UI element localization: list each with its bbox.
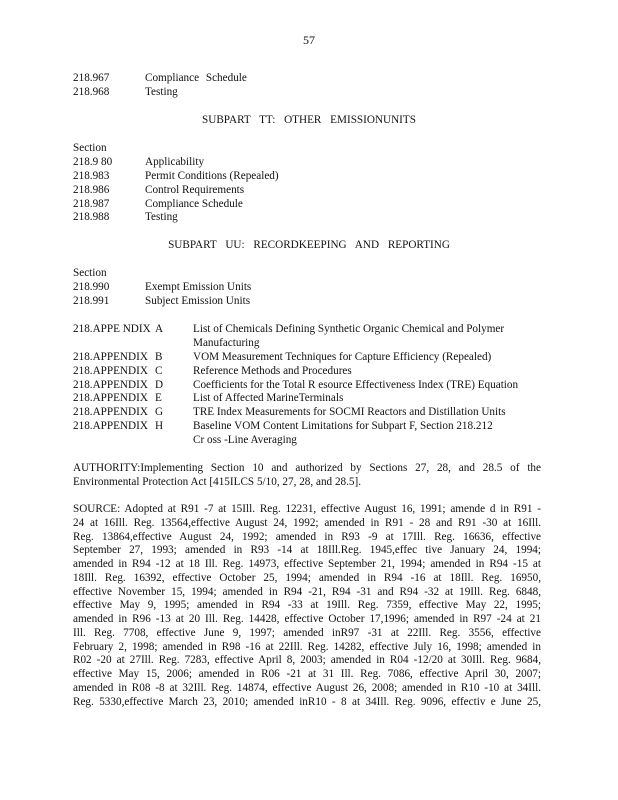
section-number: 218.988 — [73, 211, 110, 223]
section-label: Section — [73, 267, 107, 279]
appendix-letter: A — [155, 323, 164, 335]
source-line: February 2, 1998; amended in R98 -16 at 22Ill. Reg. 14282, effective July 16, 1998; amended in — [73, 640, 541, 653]
section-number: 218.991 — [73, 295, 110, 307]
authority-paragraph — [73, 462, 541, 490]
source-line: amended in R08 -8 at 32Ill. Reg. 14874, effective August 26, 2008; amended in R10 -10 at 34Ill. — [73, 681, 541, 694]
source-line: September 27, 1993; amended in R93 -14 at 18Ill.Reg. 1945,effec tive January 24, 1994; — [73, 544, 541, 557]
section-title: Compliance Schedule — [145, 72, 247, 84]
appendix-title: Cr oss -Line Averaging — [193, 434, 297, 446]
appendix-title: Baseline VOM Content Limitations for Subpart F, Section 218.212 — [193, 420, 493, 432]
section-number: 218.987 — [73, 198, 110, 210]
source-line: R02 -20 at 27Ill. Reg. 7283, effective April 8, 2003; amended in R04 -12/20 at 30Ill. Reg. 9684, — [73, 654, 541, 667]
authority-line: AUTHORITY:Implementing Section 10 and authorized by Sections 27, 28, and 28.5 of the — [73, 462, 541, 474]
appendix-letter: C — [155, 365, 163, 377]
source-line: effective November 15, 1994; amended in R94 -21, R94 -31 and R94 -32 at 19Ill. Reg. 6848, — [73, 585, 541, 598]
section-number: 218.983 — [73, 170, 110, 182]
section-number: 218.990 — [73, 281, 110, 293]
section-title: Testing — [145, 86, 178, 98]
source-line: amended in R96 -13 at 20 Ill. Reg. 14428, effective October 17,1996; amended in R97 -24 at 21 — [73, 613, 541, 625]
section-label: Section — [73, 142, 107, 154]
appendix-letter: B — [155, 351, 163, 363]
source-line: 18Ill. Reg. 16392, effective October 25, 1994; amended in R94 -16 at 18Ill. Reg. 16950, — [73, 571, 541, 584]
source-paragraph — [73, 503, 541, 709]
source-line: SOURCE: Adopted at R91 -7 at 15Ill. Reg. 12231, effective August 16, 1991; amende d in R91 - — [73, 503, 541, 515]
authority-line: Environmental Protection Act [415ILCS 5/10, 27, 28, and 28.5]. — [73, 475, 362, 488]
appendix-letter: H — [155, 420, 164, 432]
source-line: Ill. Reg. 7708, effective June 9, 1997; amended inR97 -31 at 22Ill. Reg. 3556, effective — [73, 626, 541, 639]
source-line: Reg. 13864,effective August 24, 1992; amended in R93 -9 at 17Ill. Reg. 16636, effective — [73, 530, 541, 543]
appendix-letter: E — [155, 392, 162, 404]
appendix-label: 218.APPENDIX — [73, 379, 148, 391]
appendix-title: List of Chemicals Defining Synthetic Organic Chemical and Polymer — [193, 323, 505, 335]
appendix-label: 218.APPENDIX — [73, 406, 148, 418]
section-title: Permit Conditions (Repealed) — [145, 170, 279, 182]
section-title: Control Requirements — [145, 184, 245, 196]
source-line: amended in R94 -12 at 18 Ill. Reg. 14973, effective September 21, 1994; amended in R94 -15 at — [73, 558, 541, 570]
subpart-heading: SUBPART TT: OTHER EMISSIONUNITS — [202, 114, 416, 126]
appendix-title: List of Affected MarineTerminals — [193, 392, 344, 404]
appendix-label: 218.APPENDIX — [73, 365, 148, 377]
section-number: 218.9 80 — [73, 156, 113, 168]
section-title: Testing — [145, 211, 178, 223]
section-title: Compliance Schedule — [145, 198, 243, 210]
section-number: 218.967 — [73, 72, 110, 84]
subpart-heading: SUBPART UU: RECORDKEEPING AND REPORTING — [168, 239, 450, 251]
appendix-title: TRE Index Measurements for SOCMI Reactors and Distillation Units — [193, 406, 506, 418]
section-title: Applicability — [145, 156, 205, 168]
appendix-title: Coefficients for the Total R esource Effectiveness Index (TRE) Equation — [193, 379, 519, 391]
appendix-label: 218.APPENDIX — [73, 351, 148, 363]
appendix-label: 218.APPENDIX — [73, 420, 148, 432]
section-title: Exempt Emission Units — [145, 281, 252, 293]
appendix-title: Reference Methods and Procedures — [193, 365, 352, 377]
source-line: Reg. 5330,effective March 23, 2010; amended inR10 - 8 at 34Ill. Reg. 9096, effectiv e June 25, — [73, 695, 541, 708]
source-line: effective May 9, 1995; amended in R94 -33 at 19Ill. Reg. 7359, effective May 22, 1995; — [73, 599, 541, 612]
section-title: Subject Emission Units — [145, 295, 251, 307]
section-number: 218.986 — [73, 184, 110, 196]
section-number: 218.968 — [73, 86, 110, 98]
source-line: 24 at 16Ill. Reg. 13564,effective August 24, 1992; amended in R91 - 28 and R91 -30 at 16Ill. — [73, 516, 541, 529]
appendix-title: VOM Measurement Techniques for Capture Efficiency (Repealed) — [193, 351, 492, 363]
appendix-letter: D — [155, 379, 164, 391]
page-number: 57 — [303, 33, 315, 47]
appendix-label: 218.APPENDIX — [73, 392, 148, 404]
appendix-title: Manufacturing — [193, 337, 260, 349]
appendix-label: 218.APPE NDIX — [73, 323, 151, 335]
appendix-letter: G — [155, 406, 164, 418]
source-line: effective May 15, 2006; amended in R06 -21 at 31 Ill. Reg. 7086, effective April 30, 2007; — [73, 668, 541, 680]
